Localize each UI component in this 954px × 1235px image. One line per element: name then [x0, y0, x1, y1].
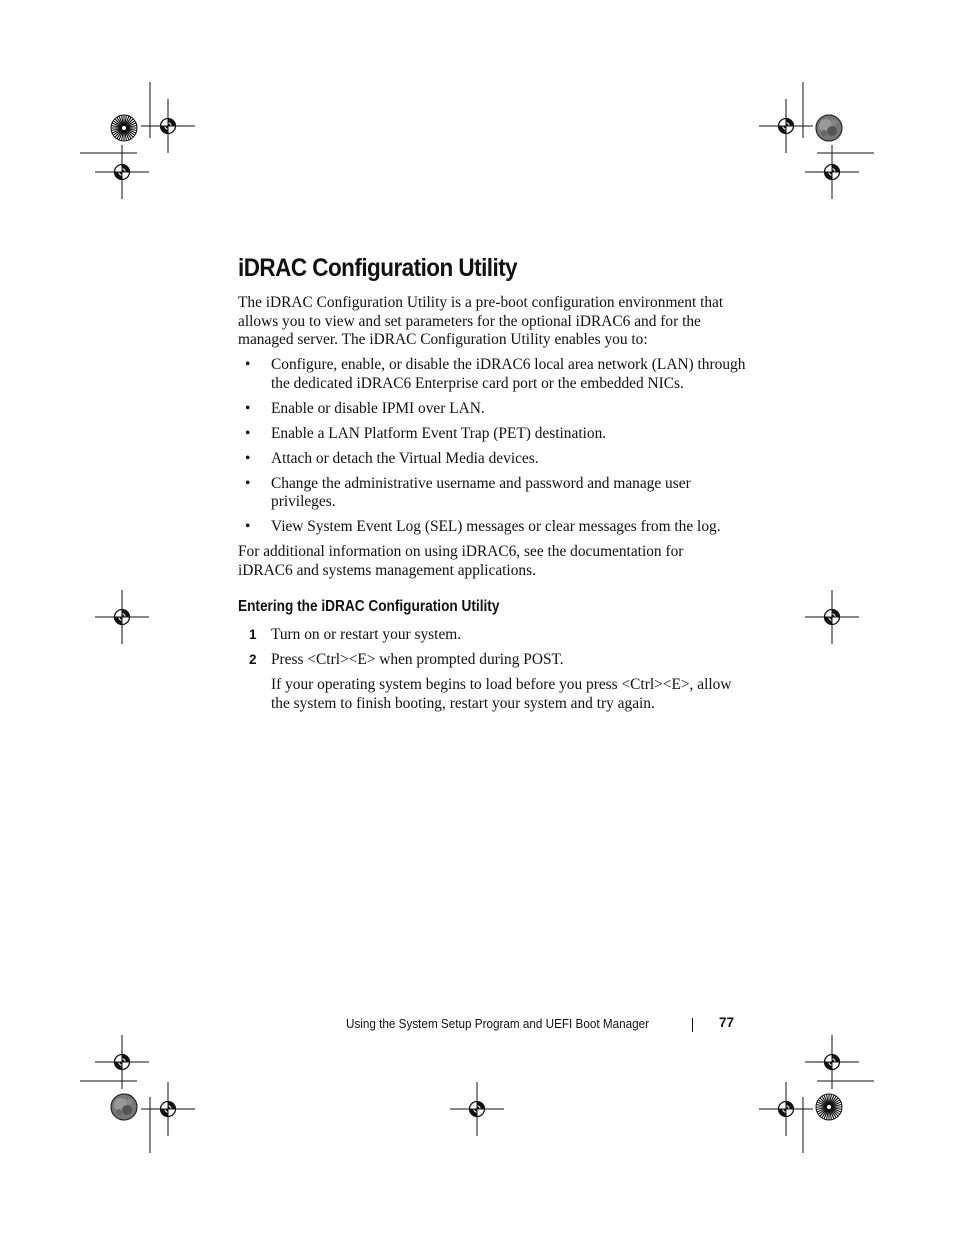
list-item-text: Attach or detach the Virtual Media devices.: [271, 449, 539, 467]
list-item-text: Change the administrative username and password and manage user privileges.: [271, 474, 691, 510]
list-item: [238, 356, 748, 393]
step-text: Press <Ctrl><E> when prompted during POST.: [271, 651, 564, 668]
list-item: [238, 400, 748, 419]
bullet-marker: •: [245, 518, 251, 535]
feature-list: [238, 356, 748, 543]
list-item-text: Enable a LAN Platform Event Trap (PET) destination.: [271, 424, 607, 442]
additional-info-paragraph: For additional information on using iDRAC6, see the documentation for iDRAC6 and systems management applications.: [238, 543, 684, 579]
bullet-marker: •: [245, 424, 251, 442]
step-item: [238, 626, 748, 645]
bullet-marker: •: [245, 449, 251, 467]
bullet-marker: •: [245, 399, 251, 417]
footer-chapter-title: Using the System Setup Program and UEFI Boot Manager: [346, 1016, 650, 1031]
list-item: [238, 475, 748, 512]
list-item: [238, 425, 748, 444]
list-item-text: View System Event Log (SEL) messages or clear messages from the log.: [271, 518, 721, 535]
step-number: 2: [249, 652, 257, 667]
step-item: [238, 651, 748, 670]
steps-list: [238, 626, 748, 676]
list-item: [238, 450, 748, 469]
subsection-heading: Entering the iDRAC Configuration Utility: [238, 598, 500, 615]
list-item-text: Configure, enable, or disable the iDRAC6 local area network (LAN) through the dedicated iDRAC6 Enterprise card port or the embedded NICs.: [271, 356, 746, 392]
step-text: Turn on or restart your system.: [271, 626, 462, 643]
step-note: If your operating system begins to load before you press <Ctrl><E>, allow the system to finish booting, restart your system and try again.: [271, 676, 732, 712]
page-number: 77: [719, 1015, 735, 1030]
intro-paragraph: The iDRAC Configuration Utility is a pre-boot configuration environment that allows you to view and set parameters for the optional iDRAC6 and for the managed server. The iDRAC Configuration Utility enables you to:: [238, 294, 724, 348]
bullet-marker: •: [245, 474, 251, 492]
section-heading: iDRAC Configuration Utility: [238, 254, 518, 282]
step-number: 1: [249, 627, 257, 642]
bullet-marker: •: [245, 356, 251, 373]
list-item: [238, 518, 748, 537]
list-item-text: Enable or disable IPMI over LAN.: [271, 399, 485, 417]
footer-separator: [692, 1018, 693, 1032]
